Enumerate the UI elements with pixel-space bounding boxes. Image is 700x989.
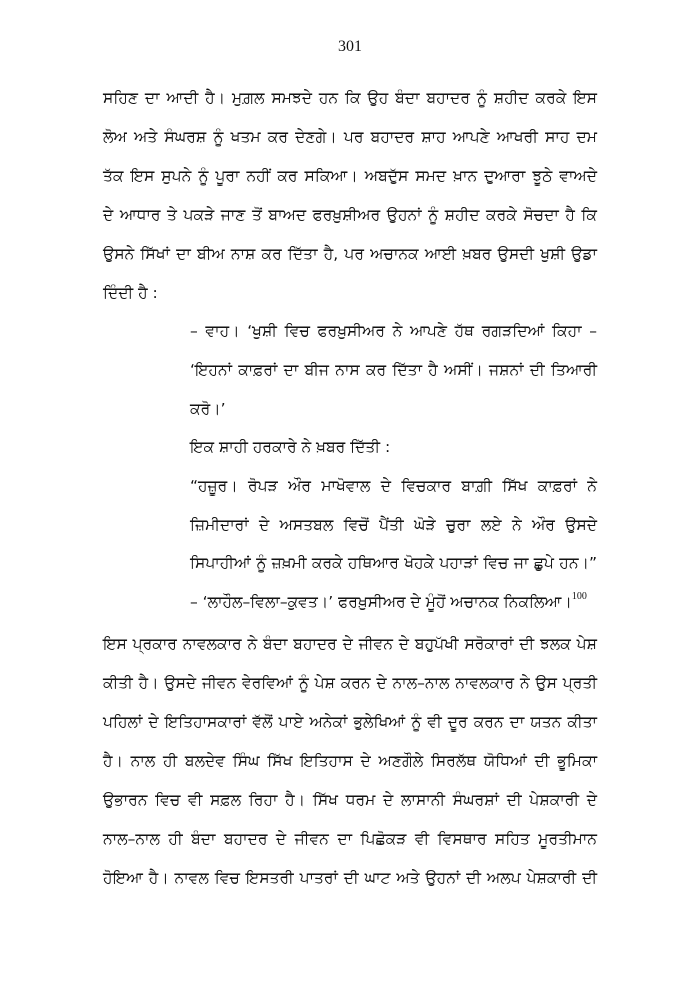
text-line: ਦੇ ਆਧਾਰ ਤੇ ਪਕੜੇ ਜਾਣ ਤੋਂ ਬਾਅਦ ਫਰਖ਼ੁਸ਼ੀਅਰ ਉਹਨਾਂ ਨੂੰ ਸ਼ਹੀਦ ਕਰਕੇ ਸੋਚਦਾ ਹੈ ਕਿ [103,206,597,224]
text-line: ਦਿੰਦੀ ਹੈ : [103,284,158,302]
quote-line: ‘ਇਹਨਾਂ ਕਾਫ਼ਰਾਂ ਦਾ ਬੀਜ ਨਾਸ ਕਰ ਦਿੱਤਾ ਹੈ ਅਸੀਂ। ਜਸ਼ਨਾਂ ਦੀ ਤਿਆਰੀ [190,361,597,379]
quote-line: – ਵਾਹ। ‘ਖੁਸ਼ੀ ਵਿਚ ਫਰਖ਼ੁਸੀਅਰ ਨੇ ਆਪਣੇ ਹੱਥ ਰਗੜਦਿਆਂ ਕਿਹਾ – [190,322,597,340]
quote-line: ਸਿਪਾਹੀਆਂ ਨੂੰ ਜ਼ਖ਼ਮੀ ਕਰਕੇ ਹਥਿਆਰ ਖੋਹਕੇ ਪਹਾੜਾਂ ਵਿਚ ਜਾ ਛੁਪੇ ਹਨ।” [190,554,597,572]
text-line: ਉਭਾਰਨ ਵਿਚ ਵੀ ਸਫ਼ਲ ਰਿਹਾ ਹੈ। ਸਿੱਖ ਧਰਮ ਦੇ ਲਾਸਾਨੀ ਸੰਘਰਸ਼ਾਂ ਦੀ ਪੇਸ਼ਕਾਰੀ ਦੇ [103,791,597,809]
page-number: 301 [338,38,362,55]
text-line: ਕੀਤੀ ਹੈ। ਉਸਦੇ ਜੀਵਨ ਵੇਰਵਿਆਂ ਨੂੰ ਪੇਸ਼ ਕਰਨ ਦੇ ਨਾਲ–ਨਾਲ ਨਾਵਲਕਾਰ ਨੇ ਉਸ ਪ੍ਰਤੀ [103,674,597,692]
text-line: ਉਸਨੇ ਸਿੱਖਾਂ ਦਾ ਬੀਅ ਨਾਸ਼ ਕਰ ਦਿੱਤਾ ਹੈ, ਪਰ ਅਚਾਨਕ ਆਈ ਖ਼ਬਰ ਉਸਦੀ ਖੁਸ਼ੀ ਉਡਾ [103,245,597,263]
quote-line-with-footnote [190,591,597,613]
footnote-reference: 100 [571,591,587,602]
text-line: ਨਾਲ–ਨਾਲ ਹੀ ਬੰਦਾ ਬਹਾਦਰ ਦੇ ਜੀਵਨ ਦਾ ਪਿਛੋਕੜ ਵੀ ਵਿਸਥਾਰ ਸਹਿਤ ਮੂਰਤੀਮਾਨ [103,830,597,848]
text-line: ਲੋਅ ਅਤੇ ਸੰਘਰਸ਼ ਨੂੰ ਖਤਮ ਕਰ ਦੇਣਗੇ। ਪਰ ਬਹਾਦਰ ਸ਼ਾਹ ਆਪਣੇ ਆਖਰੀ ਸਾਹ ਦਮ [103,128,597,146]
quote-line: ਕਰੋ।’ [190,400,226,418]
text-line: ਹੈ। ਨਾਲ ਹੀ ਬਲਦੇਵ ਸਿੰਘ ਸਿੱਖ ਇਤਿਹਾਸ ਦੇ ਅਣਗੌਲੇ ਸਿਰਲੱਥ ਯੋਧਿਆਂ ਦੀ ਭੂਮਿਕਾ [103,752,597,770]
text-line: ਇਸ ਪ੍ਰਕਾਰ ਨਾਵਲਕਾਰ ਨੇ ਬੰਦਾ ਬਹਾਦਰ ਦੇ ਜੀਵਨ ਦੇ ਬਹੁਪੱਖੀ ਸਰੋਕਾਰਾਂ ਦੀ ਝਲਕ ਪੇਸ਼ [103,635,597,653]
quote-line: ਜ਼ਿਮੀਦਾਰਾਂ ਦੇ ਅਸਤਬਲ ਵਿਚੋਂ ਪੈਂਤੀ ਘੋੜੇ ਚੁਰਾ ਲਏ ਨੇ ਔਰ ਉਸਦੇ [190,516,597,534]
text-line: ਤੱਕ ਇਸ ਸੁਪਨੇ ਨੂੰ ਪੂਰਾ ਨਹੀਂ ਕਰ ਸਕਿਆ। ਅਬਦੁੱਸ ਸਮਦ ਖ਼ਾਨ ਦੁਆਰਾ ਝੂਠੇ ਵਾਅਦੇ [103,167,597,185]
text-line: ਹੋਇਆ ਹੈ। ਨਾਵਲ ਵਿਚ ਇਸਤਰੀ ਪਾਤਰਾਂ ਦੀ ਘਾਟ ਅਤੇ ਉਹਨਾਂ ਦੀ ਅਲਪ ਪੇਸ਼ਕਾਰੀ ਦੀ [103,869,597,887]
text-line: ਪਹਿਲਾਂ ਦੇ ਇਤਿਹਾਸਕਾਰਾਂ ਵੱਲੋਂ ਪਾਏ ਅਨੇਕਾਂ ਭੁਲੇਖਿਆਂ ਨੂੰ ਵੀ ਦੂਰ ਕਰਨ ਦਾ ਯਤਨ ਕੀਤਾ [103,713,597,731]
quote-line: ਇਕ ਸ਼ਾਹੀ ਹਰਕਾਰੇ ਨੇ ਖ਼ਬਰ ਦਿੱਤੀ : [190,438,391,456]
quote-line: “ਹਜ਼ੂਰ। ਰੋਪੜ ਔਰ ਮਾਖੋਵਾਲ ਦੇ ਵਿਚਕਾਰ ਬਾਗ਼ੀ ਸਿੱਖ ਕਾਫ਼ਰਾਂ ਨੇ [190,477,597,495]
quote-text: – ‘ਲਾਹੌਲ–ਵਿਲਾ–ਕੁਵਤ।’ ਫਰਖ਼ੁਸੀਅਰ ਦੇ ਮੂੰਹੋਂ ਅਚਾਨਕ ਨਿਕਲਿਆ। [190,593,572,611]
text-line: ਸਹਿਣ ਦਾ ਆਦੀ ਹੈ। ਮੁਗ਼ਲ ਸਮਝਦੇ ਹਨ ਕਿ ਉਹ ਬੰਦਾ ਬਹਾਦਰ ਨੂੰ ਸ਼ਹੀਦ ਕਰਕੇ ਇਸ [103,89,597,107]
